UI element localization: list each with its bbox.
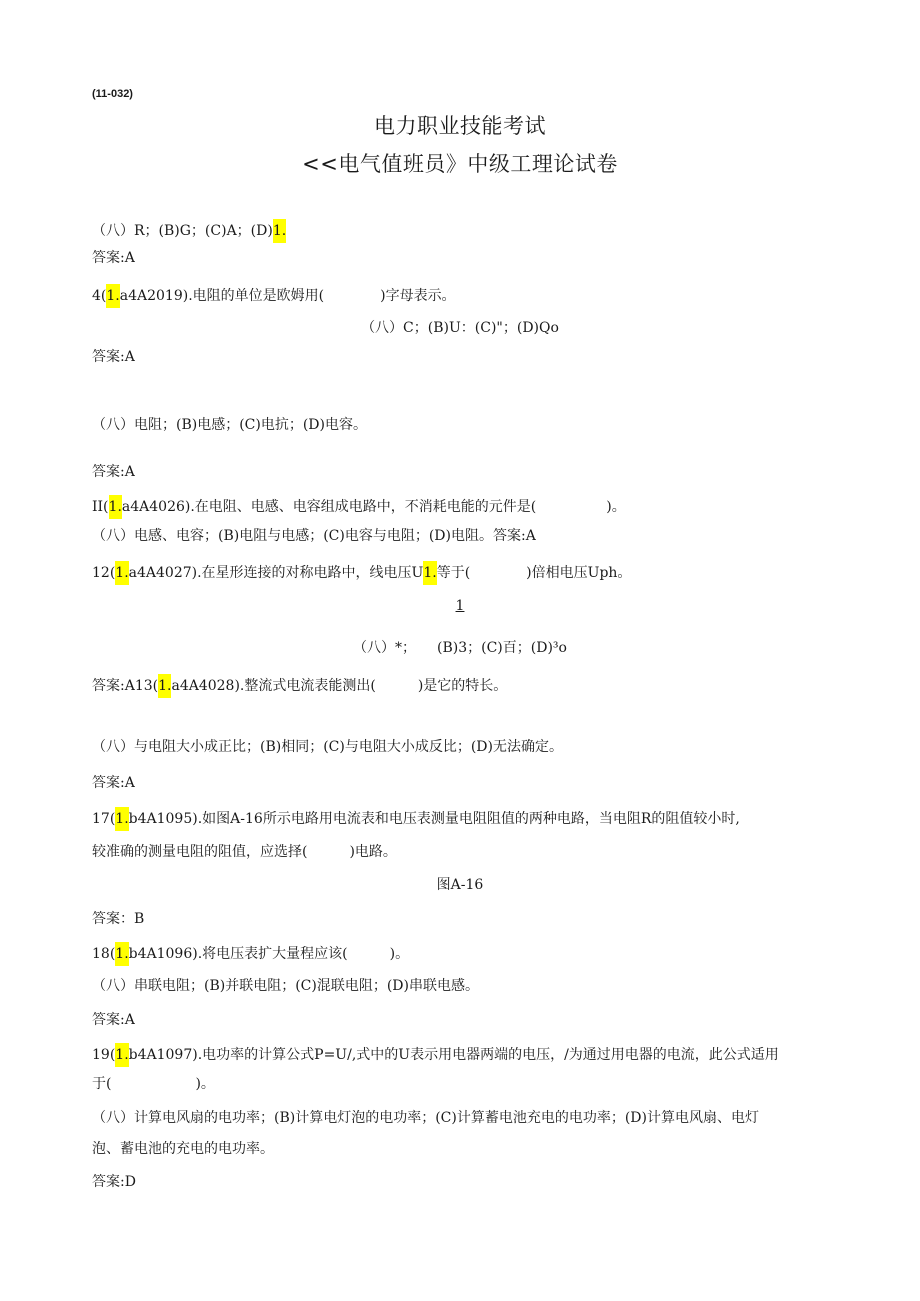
figure-caption: 图A-16: [436, 877, 484, 893]
answer-line: 答案:A: [92, 775, 135, 791]
answer-line: 答案:D: [92, 1174, 136, 1190]
highlight-mark: 1.: [109, 495, 122, 519]
answer-line: 答案:A: [92, 1012, 135, 1028]
exam-subtitle: <<电气值班员》中级工理论试卷: [302, 152, 618, 176]
options-line: （八）串联电阻；(B)并联电阻；(C)混联电阻；(D)串联电感。: [92, 978, 479, 994]
question-line: 较准确的测量电阻的阻值，应选择( )电路。: [92, 844, 397, 860]
options-line: （八）C；(B)U：(C)"；(D)Qo: [361, 320, 559, 336]
question-line: 4(1.a4A2019).电阻的单位是欧姆用( )字母表示。: [92, 284, 456, 308]
options-line: （八）与电阻大小成正比；(B)相同；(C)与电阻大小成反比；(D)无法确定。: [92, 739, 563, 755]
highlight-mark: 1.: [115, 807, 128, 831]
answer-line: 答案:A: [92, 250, 135, 266]
answer-line: 答案:A: [92, 464, 135, 480]
options-line: 泡、蓄电池的充电的电功率。: [92, 1141, 274, 1157]
fraction-numerator: 1: [455, 598, 465, 614]
question-line: 12(1.a4A4027).在星形连接的对称电路中，线电压U1.等于( )倍相电压Uph。: [92, 561, 631, 585]
answer-line: 答案:A13(1.a4A4028).整流式电流表能测出( )是它的特长。: [92, 674, 507, 698]
answer-line: 答案:A: [92, 349, 135, 365]
question-line: 18(1.b4A1096).将电压表扩大量程应该( )。: [92, 942, 409, 966]
highlight-mark: 1.: [273, 219, 286, 243]
highlight-mark: 1.: [106, 284, 119, 308]
options-line: （八）计算电风扇的电功率；(B)计算电灯泡的电功率；(C)计算蓄电池充电的电功率；(D)计算电风扇、电灯: [92, 1110, 759, 1126]
question-line: 19(1.b4A1097).电功率的计算公式P=U/,式中的U表示用电器两端的电压，/为通过用电器的电流，此公式适用: [92, 1043, 779, 1067]
exam-title: 电力职业技能考试: [374, 114, 546, 138]
answer-line: 答案：B: [92, 911, 145, 927]
options-line: （八）电阻；(B)电感；(C)电抗；(D)电容。: [92, 417, 367, 433]
paper-code: (11-032): [92, 88, 133, 100]
question-line: 17(1.b4A1095).如图A-16所示电路用电流表和电压表测量电阻阻值的两种电路，当电阻R的阻值较小时,: [92, 807, 740, 831]
highlight-mark: 1.: [115, 1043, 128, 1067]
options-line: （八）*； (B)3；(C)百；(D)³o: [353, 640, 567, 656]
highlight-mark: 1.: [115, 561, 128, 585]
options-line: （八）电感、电容；(B)电阻与电感；(C)电容与电阻；(D)电阻。答案:A: [92, 528, 536, 544]
highlight-mark: 1.: [423, 561, 436, 585]
options-line: （八）R；(B)G；(C)A；(D)1.: [92, 219, 286, 243]
highlight-mark: 1.: [158, 674, 171, 698]
question-line: 于( )。: [92, 1076, 215, 1092]
highlight-mark: 1.: [115, 942, 128, 966]
question-line: II(1.a4A4026).在电阻、电感、电容组成电路中，不消耗电能的元件是( )。: [92, 495, 626, 519]
